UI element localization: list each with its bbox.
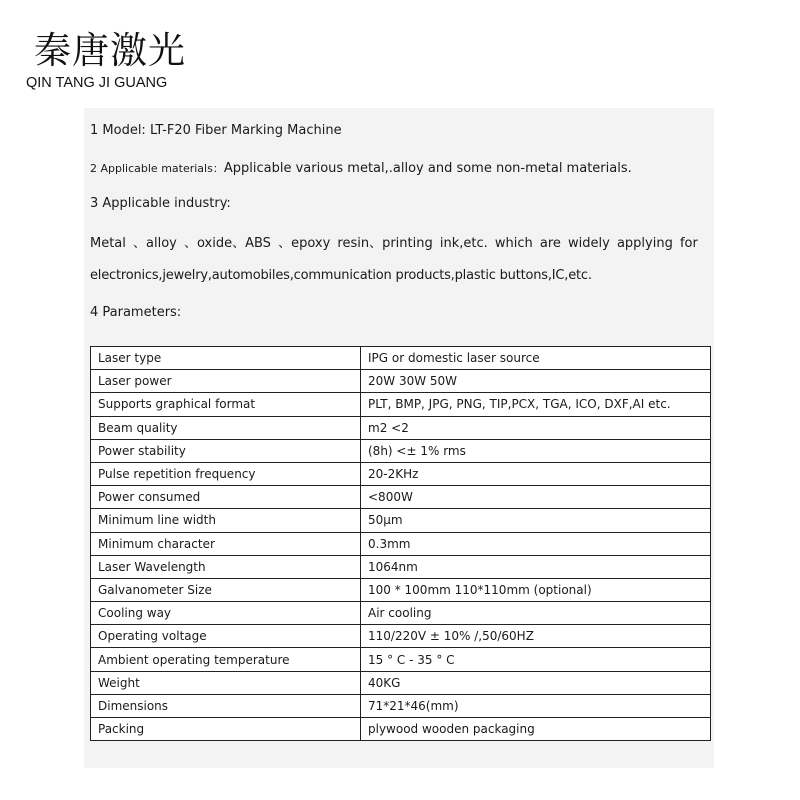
- table-row: [91, 578, 711, 601]
- industry-heading: 3 Applicable industry:: [90, 196, 231, 211]
- table-row: [91, 416, 711, 439]
- param-name: Cooling way: [91, 602, 361, 625]
- param-value: 0.3mm: [361, 532, 711, 555]
- param-name: Minimum character: [91, 532, 361, 555]
- materials-text: Applicable various metal,.alloy and some non-metal materials.: [223, 161, 632, 176]
- model-line: 1 Model: LT-F20 Fiber Marking Machine: [90, 123, 342, 138]
- table-row: [91, 393, 711, 416]
- param-value: (8h) <± 1% rms: [361, 439, 711, 462]
- param-value: 71*21*46(mm): [361, 694, 711, 717]
- param-value: 40KG: [361, 671, 711, 694]
- param-name: Minimum line width: [91, 509, 361, 532]
- param-name: Laser type: [91, 347, 361, 370]
- table-row: [91, 648, 711, 671]
- param-name: Power consumed: [91, 486, 361, 509]
- param-value: m2 <2: [361, 416, 711, 439]
- param-value: plywood wooden packaging: [361, 718, 711, 741]
- param-name: Pulse repetition frequency: [91, 462, 361, 485]
- parameters-heading: 4 Parameters:: [90, 305, 182, 320]
- table-row: [91, 625, 711, 648]
- table-row: [91, 347, 711, 370]
- param-name: Power stability: [91, 439, 361, 462]
- table-row: [91, 439, 711, 462]
- table-row: [91, 671, 711, 694]
- param-value: 100 * 100mm 110*110mm (optional): [361, 578, 711, 601]
- brand-name-chinese: 秦唐激光: [34, 29, 186, 72]
- parameters-table: [90, 346, 711, 741]
- param-value: 50μm: [361, 509, 711, 532]
- industry-line-2: electronics,jewelry,automobiles,communication products,plastic buttons,IC,etc.: [90, 268, 592, 283]
- table-row: [91, 509, 711, 532]
- materials-label: 2 Applicable materials：: [90, 162, 224, 175]
- param-value: 20-2KHz: [361, 462, 711, 485]
- param-value: <800W: [361, 486, 711, 509]
- table-row: [91, 486, 711, 509]
- brand-name-english: QIN TANG JI GUANG: [26, 75, 168, 91]
- table-row: [91, 532, 711, 555]
- param-value: Air cooling: [361, 602, 711, 625]
- param-value: 20W 30W 50W: [361, 370, 711, 393]
- table-row: [91, 462, 711, 485]
- table-row: [91, 694, 711, 717]
- industry-line-1: Metal 、alloy 、oxide、ABS 、epoxy resin、printing ink,etc. which are widely applying for: [90, 236, 698, 251]
- param-name: Laser Wavelength: [91, 555, 361, 578]
- param-name: Supports graphical format: [91, 393, 361, 416]
- param-name: Packing: [91, 718, 361, 741]
- param-value: IPG or domestic laser source: [361, 347, 711, 370]
- param-name: Operating voltage: [91, 625, 361, 648]
- param-name: Ambient operating temperature: [91, 648, 361, 671]
- param-name: Dimensions: [91, 694, 361, 717]
- param-value: 1064nm: [361, 555, 711, 578]
- param-value: 110/220V ± 10% /,50/60HZ: [361, 625, 711, 648]
- param-name: Laser power: [91, 370, 361, 393]
- brand-logo: [26, 30, 206, 92]
- table-row: [91, 602, 711, 625]
- param-name: Beam quality: [91, 416, 361, 439]
- materials-line: [90, 160, 632, 176]
- param-name: Weight: [91, 671, 361, 694]
- table-row: [91, 555, 711, 578]
- param-value: 15 ° C - 35 ° C: [361, 648, 711, 671]
- param-name: Galvanometer Size: [91, 578, 361, 601]
- param-value: PLT, BMP, JPG, PNG, TIP,PCX, TGA, ICO, DXF,AI etc.: [361, 393, 711, 416]
- table-row: [91, 718, 711, 741]
- table-row: [91, 370, 711, 393]
